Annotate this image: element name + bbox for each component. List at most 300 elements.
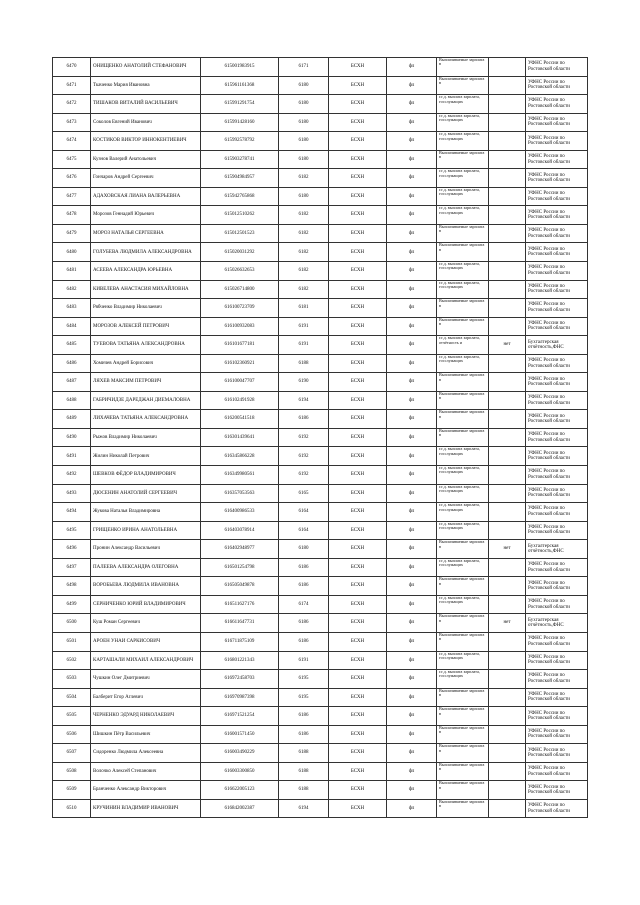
status-flag — [489, 373, 526, 392]
status-flag — [489, 577, 526, 596]
region-code: 6180 — [279, 132, 329, 151]
inn-code: 616970987398 — [201, 688, 279, 707]
region-code: 6181 — [279, 299, 329, 318]
status-flag — [489, 762, 526, 781]
status-flag — [489, 744, 526, 763]
status-flag — [489, 781, 526, 800]
inn-code: 616349980561 — [201, 466, 279, 485]
status-flag: нет — [489, 336, 526, 355]
person-type: фл — [387, 354, 437, 373]
purpose-note: г.г.д. выплата зарплата, госслужащих — [437, 670, 489, 689]
tax-type: БСХН — [329, 447, 387, 466]
authority-name: УФНС России по Ростовской области — [526, 670, 588, 689]
purpose-note: г.г.д. выплата зарплата, госслужащих — [437, 206, 489, 225]
authority-name: УФНС России по Ростовской области — [526, 577, 588, 596]
person-name: Гончаров Андрей Сергеевич — [91, 169, 201, 188]
status-flag — [489, 262, 526, 281]
inn-code: 616102491928 — [201, 391, 279, 410]
inn-code: 615991291754 — [201, 95, 279, 114]
tax-type: БСХН — [329, 577, 387, 596]
status-flag — [489, 447, 526, 466]
status-flag — [489, 651, 526, 670]
row-number: 6473 — [53, 113, 91, 132]
person-type: фл — [387, 447, 437, 466]
person-name: Соколов Евгений Иванович — [91, 113, 201, 132]
person-name: КИВЕЛЕВА АНАСТАСИЯ МИХАЙЛОВНА — [91, 280, 201, 299]
person-name: ВОРОБЬЕВА ЛЮДМИЛА ИВАНОВНА — [91, 577, 201, 596]
purpose-note: г.г.д. выплата зарплата, госслужащих — [437, 187, 489, 206]
inn-code: 615012510262 — [201, 206, 279, 225]
person-type: фл — [387, 373, 437, 392]
purpose-note: Выплачиваемые зарплата в — [437, 391, 489, 410]
inn-code: 615961161368 — [201, 76, 279, 95]
purpose-note: г.г.д. выплата зарплата, госслужащих — [437, 280, 489, 299]
region-code: 6186 — [279, 707, 329, 726]
region-code: 6180 — [279, 150, 329, 169]
person-type: фл — [387, 132, 437, 151]
purpose-note: г.г.д. выплата зарплата, госслужащих — [437, 262, 489, 281]
inn-code: 616971521254 — [201, 707, 279, 726]
row-number: 6505 — [53, 707, 91, 726]
authority-name: УФНС России по Ростовской области — [526, 466, 588, 485]
inn-code: 615001983915 — [201, 58, 279, 77]
status-flag — [489, 132, 526, 151]
table-row — [53, 428, 588, 447]
region-code: 6192 — [279, 466, 329, 485]
status-flag — [489, 799, 526, 818]
status-flag — [489, 299, 526, 318]
row-number: 6478 — [53, 206, 91, 225]
inn-code: 616511627176 — [201, 595, 279, 614]
purpose-note: г.г.д. выплата зарплата, госслужащих — [437, 466, 489, 485]
region-code: 6174 — [279, 595, 329, 614]
person-name: АДАХОВСКАЯ ЛИАНА ВАЛЕРЬЕВНА — [91, 187, 201, 206]
row-number: 6489 — [53, 410, 91, 429]
authority-name: УФНС России по Ростовской области — [526, 688, 588, 707]
authority-name: УФНС России по Ростовской области — [526, 206, 588, 225]
status-flag — [489, 391, 526, 410]
tax-type: БСХН — [329, 391, 387, 410]
table-row — [53, 113, 588, 132]
table-row — [53, 299, 588, 318]
tax-type: БСХН — [329, 336, 387, 355]
row-number: 6479 — [53, 224, 91, 243]
row-number: 6499 — [53, 595, 91, 614]
region-code: 6194 — [279, 391, 329, 410]
row-number: 6470 — [53, 58, 91, 77]
table-row — [53, 484, 588, 503]
person-type: фл — [387, 76, 437, 95]
person-name: Балберит Егор Аглевич — [91, 688, 201, 707]
person-name: Жукова Наталья Владимировна — [91, 503, 201, 522]
person-type: фл — [387, 336, 437, 355]
region-code: 6195 — [279, 688, 329, 707]
tax-type: БСХН — [329, 558, 387, 577]
inn-code: 616101677181 — [201, 336, 279, 355]
tax-type: БСХН — [329, 521, 387, 540]
person-type: фл — [387, 558, 437, 577]
purpose-note: г.г.д. выплата зарплата, госслужащих — [437, 354, 489, 373]
authority-name: УФНС России по Ростовской области — [526, 113, 588, 132]
authority-name: УФНС России по Ростовской области — [526, 58, 588, 77]
person-name: Сидоренко Людмила Алексеевна — [91, 744, 201, 763]
person-name: ЛЯХЕВ МАКСИМ ПЕТРОВИЧ — [91, 373, 201, 392]
purpose-note: г.г.д. выплата зарплата, госслужащих — [437, 95, 489, 114]
person-type: фл — [387, 150, 437, 169]
person-name: МОРОЗОВ АЛЕКСЕЙ ПЕТРОВИЧ — [91, 317, 201, 336]
inn-code: 615942765868 — [201, 187, 279, 206]
status-flag: нет — [489, 614, 526, 633]
person-type: фл — [387, 206, 437, 225]
region-code: 6191 — [279, 336, 329, 355]
authority-name: УФНС России по Ростовской области — [526, 243, 588, 262]
purpose-note: г.г.д. выплата зарплата, госслужащих — [437, 447, 489, 466]
person-type: фл — [387, 781, 437, 800]
region-code: 6182 — [279, 206, 329, 225]
row-number: 6483 — [53, 299, 91, 318]
region-code: 6186 — [279, 632, 329, 651]
tax-type: БСХН — [329, 262, 387, 281]
registry-sheet — [52, 57, 587, 818]
table-row — [53, 169, 588, 188]
person-name: СЕРНИЧЕНКО ЮРИЙ ВЛАДИМИРОВИЧ — [91, 595, 201, 614]
person-name: ТУЕВОВА ТАТЬЯНА АЛЕКСАНДРОВНА — [91, 336, 201, 355]
table-row — [53, 410, 588, 429]
tax-type: БСХН — [329, 744, 387, 763]
person-name: ТИШАКОВ ВИТАЛИЙ ВАСИЛЬЕВИЧ — [91, 95, 201, 114]
authority-name: УФНС России по Ростовской области — [526, 187, 588, 206]
purpose-note: г.г.д. выплата зарплата, госслужащих — [437, 503, 489, 522]
status-flag: нет — [489, 540, 526, 559]
row-number: 6504 — [53, 688, 91, 707]
table-row — [53, 280, 588, 299]
table-row — [53, 632, 588, 651]
person-type: фл — [387, 651, 437, 670]
tax-type: БСХН — [329, 762, 387, 781]
person-name: Рыжов Владимир Николаевич — [91, 428, 201, 447]
row-number: 6507 — [53, 744, 91, 763]
person-type: фл — [387, 187, 437, 206]
authority-name: УФНС России по Ростовской области — [526, 744, 588, 763]
tax-type: БСХН — [329, 725, 387, 744]
row-number: 6474 — [53, 132, 91, 151]
table-row — [53, 354, 588, 373]
authority-name: УФНС России по Ростовской области — [526, 707, 588, 726]
status-flag — [489, 521, 526, 540]
tax-type: БСХН — [329, 224, 387, 243]
authority-name: УФНС России по Ростовской области — [526, 391, 588, 410]
person-type: фл — [387, 595, 437, 614]
person-name: ОНИЩЕНКО АНАТОЛИЙ СТЕФАНОВИЧ — [91, 58, 201, 77]
inn-code: 616501254798 — [201, 558, 279, 577]
person-type: фл — [387, 410, 437, 429]
purpose-note: Выплачиваемые зарплата в — [437, 373, 489, 392]
inn-code: 615904984957 — [201, 169, 279, 188]
row-number: 6481 — [53, 262, 91, 281]
tax-type: БСХН — [329, 503, 387, 522]
inn-code: 616801221343 — [201, 651, 279, 670]
authority-name: УФНС России по Ростовской области — [526, 447, 588, 466]
authority-name: УФНС России по Ростовской области — [526, 132, 588, 151]
person-name: ПАЛЕЕВА АЛЕКСАНДРА ОЛЕГОВНА — [91, 558, 201, 577]
tax-type: БСХН — [329, 373, 387, 392]
inn-code: 616003490229 — [201, 744, 279, 763]
inn-code: 616100723709 — [201, 299, 279, 318]
inn-code: 615992578792 — [201, 132, 279, 151]
region-code: 6194 — [279, 799, 329, 818]
row-number: 6480 — [53, 243, 91, 262]
status-flag — [489, 58, 526, 77]
purpose-note: г.г.д. выплата зарплата, госслужащих — [437, 132, 489, 151]
row-number: 6495 — [53, 521, 91, 540]
region-code: 6182 — [279, 243, 329, 262]
tax-type: БСХН — [329, 243, 387, 262]
person-name: Чушкин Олег Дмитриевич — [91, 670, 201, 689]
person-name: Рябченко Владимир Николаевич — [91, 299, 201, 318]
region-code: 6186 — [279, 725, 329, 744]
tax-type: БСХН — [329, 799, 387, 818]
status-flag — [489, 113, 526, 132]
tax-type: БСХН — [329, 484, 387, 503]
inn-code: 616301439641 — [201, 428, 279, 447]
region-code: 6192 — [279, 428, 329, 447]
row-number: 6471 — [53, 76, 91, 95]
purpose-note: Выплачиваемые зарплата в — [437, 577, 489, 596]
person-type: фл — [387, 466, 437, 485]
person-type: фл — [387, 95, 437, 114]
person-name: ГРИЩЕНКО ИРИНА АНАТОЛЬЕВНА — [91, 521, 201, 540]
purpose-note: Выплачиваемые зарплата в — [437, 76, 489, 95]
person-type: фл — [387, 224, 437, 243]
status-flag — [489, 484, 526, 503]
table-row — [53, 262, 588, 281]
region-code: 6188 — [279, 781, 329, 800]
region-code: 6186 — [279, 577, 329, 596]
purpose-note: Выплачиваемые зарплата в — [437, 428, 489, 447]
row-number: 6497 — [53, 558, 91, 577]
authority-name: УФНС России по Ростовской области — [526, 428, 588, 447]
purpose-note: Выплачиваемые зарплата в — [437, 799, 489, 818]
table-row — [53, 206, 588, 225]
authority-name: УФНС России по Ростовской области — [526, 484, 588, 503]
purpose-note: Выплачиваемые зарплата в — [437, 632, 489, 651]
inn-code: 616345866228 — [201, 447, 279, 466]
tax-type: БСХН — [329, 169, 387, 188]
tax-type: БСХН — [329, 466, 387, 485]
authority-name: УФНС России по Ростовской области — [526, 781, 588, 800]
purpose-note: Выплачиваемые зарплата в — [437, 58, 489, 77]
tax-type: БСХН — [329, 299, 387, 318]
registry-table — [52, 57, 588, 818]
region-code: 6180 — [279, 540, 329, 559]
status-flag — [489, 206, 526, 225]
purpose-note: Выплачиваемые зарплата в — [437, 762, 489, 781]
person-name: КАРТАШАЛИ МИХАИЛ АЛЕКСАНДРОВИЧ — [91, 651, 201, 670]
tax-type: БСХН — [329, 132, 387, 151]
person-type: фл — [387, 762, 437, 781]
person-name: Куш Роман Сергеевич — [91, 614, 201, 633]
purpose-note: Выплачиваемые зарплата в — [437, 299, 489, 318]
inn-code: 616102360921 — [201, 354, 279, 373]
region-code: 6191 — [279, 651, 329, 670]
row-number: 6509 — [53, 781, 91, 800]
tax-type: БСХН — [329, 651, 387, 670]
status-flag — [489, 725, 526, 744]
table-row — [53, 577, 588, 596]
person-name: КОСТИКОВ ВИКТОР ИННОКЕНТИЕВИЧ — [91, 132, 201, 151]
region-code: 6186 — [279, 558, 329, 577]
purpose-note: Выплачиваемые зарплата в — [437, 614, 489, 633]
table-row — [53, 466, 588, 485]
region-code: 6182 — [279, 280, 329, 299]
table-row — [53, 373, 588, 392]
region-code: 6188 — [279, 744, 329, 763]
inn-code: 616403078914 — [201, 521, 279, 540]
authority-name: УФНС России по Ростовской области — [526, 76, 588, 95]
region-code: 6182 — [279, 169, 329, 188]
table-row — [53, 521, 588, 540]
inn-code: 616622005123 — [201, 781, 279, 800]
row-number: 6494 — [53, 503, 91, 522]
person-type: фл — [387, 799, 437, 818]
region-code: 6182 — [279, 224, 329, 243]
inn-code: 616972458703 — [201, 670, 279, 689]
authority-name: УФНС России по Ростовской области — [526, 280, 588, 299]
tax-type: БСХН — [329, 595, 387, 614]
purpose-note: г.г.д. выплата зарплата, госслужащих — [437, 521, 489, 540]
purpose-note: г.г.д. выплата зарплата, госслужащих — [437, 484, 489, 503]
row-number: 6501 — [53, 632, 91, 651]
tax-type: БСХН — [329, 76, 387, 95]
status-flag — [489, 410, 526, 429]
purpose-note: г.г.д. выплата зарплата, госслужащих — [437, 169, 489, 188]
person-name: ГОЛУБЕВА ЛЮДМИЛА АЛЕКСАНДРОВНА — [91, 243, 201, 262]
person-name: Жилин Николай Петрович — [91, 447, 201, 466]
person-name: Пронин Александр Васильевич — [91, 540, 201, 559]
row-number: 6492 — [53, 466, 91, 485]
row-number: 6482 — [53, 280, 91, 299]
authority-name: УФНС России по Ростовской области — [526, 150, 588, 169]
authority-name: Бухгалтерская отчётность,ФНС — [526, 336, 588, 355]
authority-name: УФНС России по Ростовской области — [526, 558, 588, 577]
region-code: 6186 — [279, 410, 329, 429]
table-row — [53, 336, 588, 355]
table-row — [53, 317, 588, 336]
person-name: Бранченко Александр Викторович — [91, 781, 201, 800]
person-type: фл — [387, 484, 437, 503]
tax-type: БСХН — [329, 317, 387, 336]
row-number: 6510 — [53, 799, 91, 818]
purpose-note: Выплачиваемые зарплата в — [437, 243, 489, 262]
row-number: 6487 — [53, 373, 91, 392]
status-flag — [489, 354, 526, 373]
status-flag — [489, 224, 526, 243]
table-row — [53, 58, 588, 77]
inn-code: 616200541518 — [201, 410, 279, 429]
tax-type: БСХН — [329, 113, 387, 132]
status-flag — [489, 595, 526, 614]
authority-name: УФНС России по Ростовской области — [526, 521, 588, 540]
person-name: Шишкин Пётр Васильевич — [91, 725, 201, 744]
row-number: 6475 — [53, 150, 91, 169]
inn-code: 616402948977 — [201, 540, 279, 559]
person-name: ЧЕРНЕНКО ЭДУАРД НИКОЛАЕВИЧ — [91, 707, 201, 726]
table-row — [53, 781, 588, 800]
status-flag — [489, 503, 526, 522]
authority-name: УФНС России по Ростовской области — [526, 373, 588, 392]
purpose-note: Выплачиваемые зарплата в — [437, 410, 489, 429]
inn-code: 615991428160 — [201, 113, 279, 132]
table-row — [53, 707, 588, 726]
authority-name: УФНС России по Ростовской области — [526, 95, 588, 114]
tax-type: БСХН — [329, 206, 387, 225]
purpose-note: Выплачиваемые зарплата в — [437, 688, 489, 707]
person-type: фл — [387, 262, 437, 281]
row-number: 6486 — [53, 354, 91, 373]
person-type: фл — [387, 503, 437, 522]
person-name: Хомичев Андрей Борисович — [91, 354, 201, 373]
row-number: 6477 — [53, 187, 91, 206]
region-code: 6190 — [279, 373, 329, 392]
inn-code: 616400986533 — [201, 503, 279, 522]
inn-code: 616357053563 — [201, 484, 279, 503]
tax-type: БСХН — [329, 280, 387, 299]
region-code: 6182 — [279, 262, 329, 281]
region-code: 6192 — [279, 447, 329, 466]
authority-name: УФНС России по Ростовской области — [526, 762, 588, 781]
status-flag — [489, 317, 526, 336]
tax-type: БСХН — [329, 614, 387, 633]
purpose-note: г.г.д. выплата зарплата, госслужащих — [437, 651, 489, 670]
authority-name: УФНС России по Ростовской области — [526, 632, 588, 651]
authority-name: УФНС России по Ростовской области — [526, 354, 588, 373]
purpose-note: Выплачиваемые зарплата в — [437, 707, 489, 726]
authority-name: УФНС России по Ростовской области — [526, 595, 588, 614]
authority-name: УФНС России по Ростовской области — [526, 299, 588, 318]
person-name: МОРОЗ НАТАЛЬЯ СЕРГЕЕВНА — [91, 224, 201, 243]
person-name: Волочко Алексей Степанович — [91, 762, 201, 781]
purpose-note: Выплачиваемые зарплата в — [437, 317, 489, 336]
status-flag — [489, 466, 526, 485]
authority-name: УФНС России по Ростовской области — [526, 651, 588, 670]
inn-code: 616100047707 — [201, 373, 279, 392]
authority-name: УФНС России по Ростовской области — [526, 503, 588, 522]
status-flag — [489, 280, 526, 299]
tax-type: БСХН — [329, 58, 387, 77]
region-code: 6180 — [279, 95, 329, 114]
row-number: 6476 — [53, 169, 91, 188]
table-row — [53, 744, 588, 763]
person-name: АРОЕН УНАИ САРКИСОВИЧ — [91, 632, 201, 651]
status-flag — [489, 95, 526, 114]
person-type: фл — [387, 744, 437, 763]
tax-type: БСХН — [329, 428, 387, 447]
status-flag — [489, 428, 526, 447]
region-code: 6164 — [279, 503, 329, 522]
inn-code: 616711875109 — [201, 632, 279, 651]
person-type: фл — [387, 317, 437, 336]
tax-type: БСХН — [329, 670, 387, 689]
authority-name: УФНС России по Ростовской области — [526, 725, 588, 744]
inn-code: 616611647731 — [201, 614, 279, 633]
inn-code: 616505049878 — [201, 577, 279, 596]
person-name: АСЕЕВА АЛЕКСАНДРА ЮРЬЕВНА — [91, 262, 201, 281]
person-type: фл — [387, 521, 437, 540]
person-name: КРУЧИНИН ВЛАДИМИР ИВАНОВИЧ — [91, 799, 201, 818]
person-type: фл — [387, 632, 437, 651]
status-flag — [489, 688, 526, 707]
purpose-note: г.г.д. выплата зарплата, отчётность и — [437, 336, 489, 355]
